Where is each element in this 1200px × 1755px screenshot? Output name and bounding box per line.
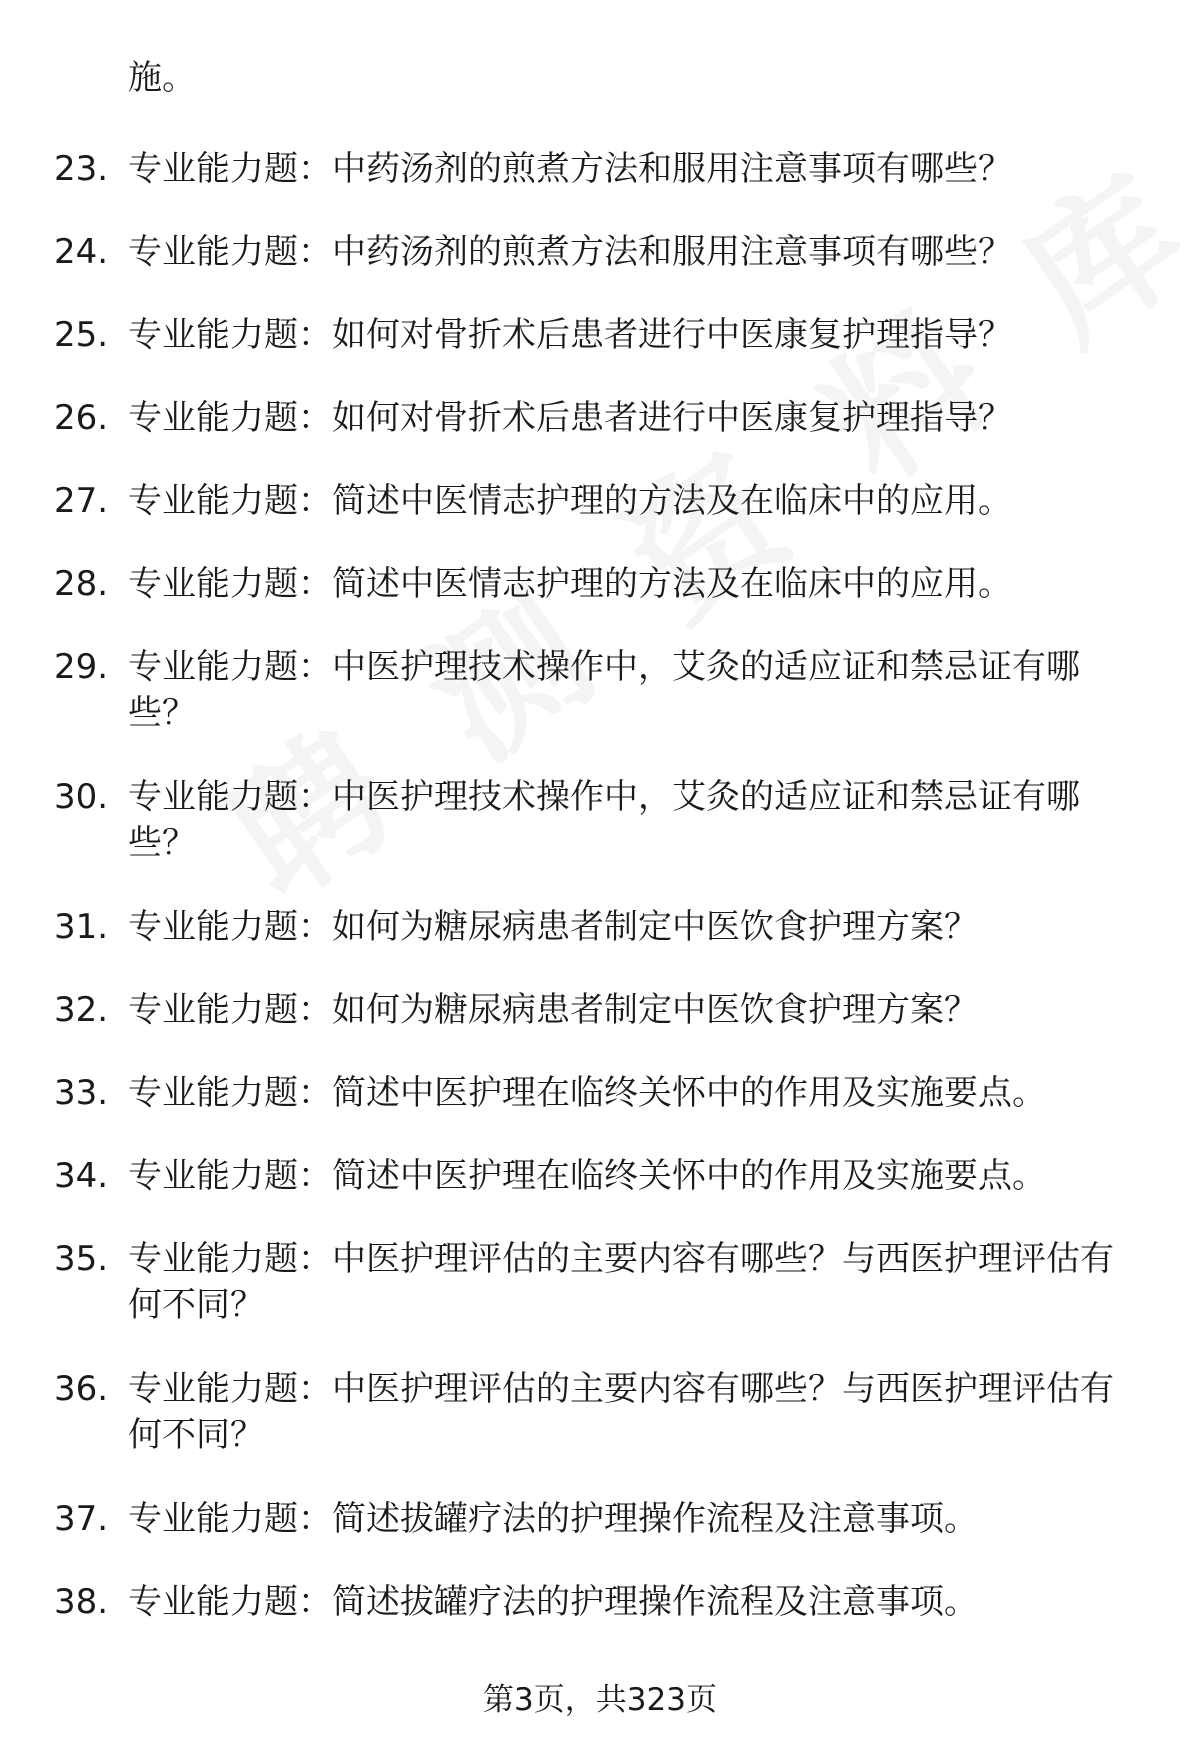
item-text: 专业能力题：简述中医护理在临终关怀中的作用及实施要点。 <box>128 1156 1046 1196</box>
list-item <box>0 1579 1200 1625</box>
item-number: 31. <box>54 907 109 947</box>
item-number: 27. <box>54 481 109 521</box>
item-text: 专业能力题：简述拔罐疗法的护理操作流程及注意事项。 <box>128 1499 978 1539</box>
item-number: 26. <box>54 398 109 438</box>
item-number: 37. <box>54 1499 109 1539</box>
item-text: 专业能力题：中医护理技术操作中，艾灸的适应证和禁忌证有哪些？ <box>128 647 1080 733</box>
item-text: 专业能力题：简述中医情志护理的方法及在临床中的应用。 <box>128 564 1012 604</box>
item-text: 专业能力题：如何为糖尿病患者制定中医饮食护理方案？ <box>128 990 978 1030</box>
list-item <box>0 312 1200 358</box>
list-item <box>0 395 1200 441</box>
item-text: 专业能力题：中药汤剂的煎煮方法和服用注意事项有哪些？ <box>128 149 1012 189</box>
list-item <box>0 146 1200 192</box>
page-footer: 第3页，共323页 <box>483 1682 717 1718</box>
item-number: 34. <box>54 1156 109 1196</box>
item-text: 专业能力题：中药汤剂的煎煮方法和服用注意事项有哪些？ <box>128 232 1012 272</box>
item-number: 23. <box>54 149 109 189</box>
item-number: 30. <box>54 777 109 817</box>
item-number: 38. <box>54 1582 109 1622</box>
list-item <box>0 478 1200 524</box>
list-item <box>0 229 1200 275</box>
item-number: 28. <box>54 564 109 604</box>
list-item <box>0 644 1200 736</box>
list-item <box>0 774 1200 866</box>
item-text: 专业能力题：如何对骨折术后患者进行中医康复护理指导？ <box>128 398 1012 438</box>
item-text: 专业能力题：简述拔罐疗法的护理操作流程及注意事项。 <box>128 1582 978 1622</box>
question-list <box>0 146 1200 1662</box>
list-item <box>0 1496 1200 1542</box>
list-item <box>0 561 1200 607</box>
item-number: 32. <box>54 990 109 1030</box>
item-number: 36. <box>54 1369 109 1409</box>
list-item <box>0 904 1200 950</box>
item-text: 专业能力题：中医护理技术操作中，艾灸的适应证和禁忌证有哪些？ <box>128 777 1080 863</box>
item-number: 25. <box>54 315 109 355</box>
list-item <box>0 1236 1200 1328</box>
item-text: 专业能力题：中医护理评估的主要内容有哪些？与西医护理评估有何不同？ <box>128 1369 1114 1455</box>
item-number: 29. <box>54 647 109 687</box>
item-number: 33. <box>54 1073 109 1113</box>
list-item <box>0 1366 1200 1458</box>
item-text: 专业能力题：如何为糖尿病患者制定中医饮食护理方案？ <box>128 907 978 947</box>
list-item <box>0 1153 1200 1199</box>
item-text: 专业能力题：如何对骨折术后患者进行中医康复护理指导？ <box>128 315 1012 355</box>
item-text: 专业能力题：简述中医情志护理的方法及在临床中的应用。 <box>128 481 1012 521</box>
item-text: 专业能力题：中医护理评估的主要内容有哪些？与西医护理评估有何不同？ <box>128 1239 1114 1325</box>
list-item <box>0 987 1200 1033</box>
list-item <box>0 1070 1200 1116</box>
item-number: 35. <box>54 1239 109 1279</box>
item-number: 24. <box>54 232 109 272</box>
continuation-text: 施。 <box>128 58 196 98</box>
item-text: 专业能力题：简述中医护理在临终关怀中的作用及实施要点。 <box>128 1073 1046 1113</box>
